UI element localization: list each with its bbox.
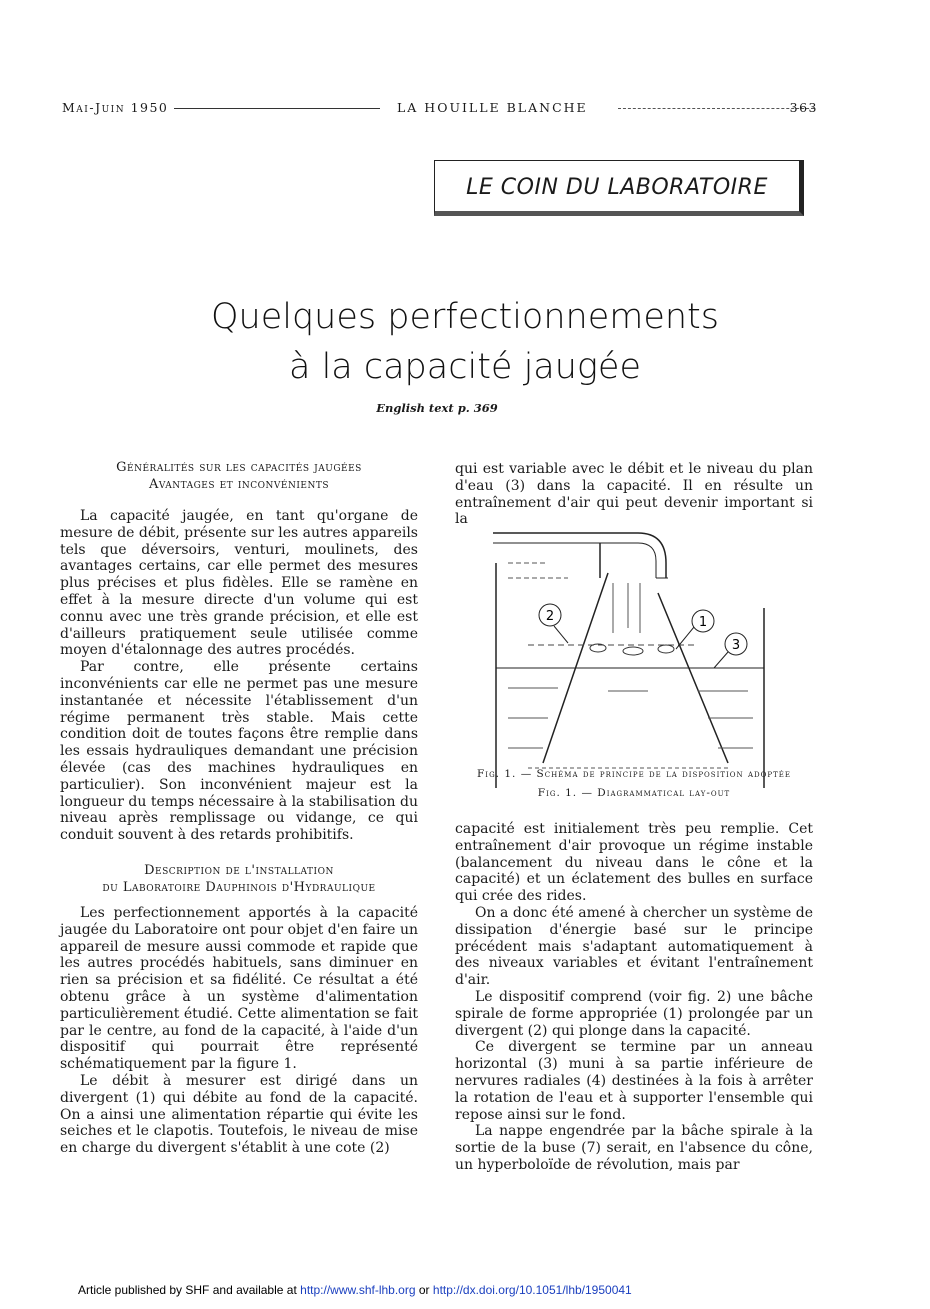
paragraph: Le dispositif comprend (voir fig. 2) une bâche spirale de forme appropriée (1) prolongée par un divergent (2) qui plonge dans la capacité. (455, 988, 813, 1039)
page-number: 363 (789, 100, 818, 115)
section2-heading-line2: du Laboratoire Dauphinois d'Hydraulique (102, 880, 376, 895)
footer-or: or (418, 1283, 430, 1297)
section2-body (60, 905, 418, 1157)
header-rule-right (618, 108, 814, 109)
paragraph: La capacité jaugée, en tant qu'organe de mesure de débit, présente sur les autres appareils tels que déversoirs, venturi, moulinets, des avantages certains, car elle permet des mesures plus précises et plus fidèles. Elle se ramène en effet à la mesure directe d'un volume qui est connu avec une très grande précision, et elle est d'ailleurs pratiquement seule utilisée comme moyen d'étalonnage des autres procédés. (60, 508, 418, 659)
section2-heading (60, 862, 418, 896)
footer-link-shf[interactable]: http://www.shf-lhb.org (300, 1283, 416, 1297)
section1-heading (60, 459, 418, 493)
paragraph: Le débit à mesurer est dirigé dans un divergent (1) qui débite au fond de la capacité. On a ainsi une alimentation répartie qui évite les seiches et le clapotis. Toutefois, le niveau de mise en charge du divergent s'établit à une cote (2) (60, 1072, 418, 1157)
paragraph: Ce divergent se termine par un anneau horizontal (3) muni à sa partie inférieure de nervures radiales (4) destinées à la fois à arrêter la rotation de l'eau et à supporter l'ensemble qui repose ainsi sur le fond. (455, 1039, 813, 1123)
callout-1-label: 1 (698, 615, 708, 630)
paragraph: qui est variable avec le débit et le niveau du plan d'eau (3) dans la capacité. Il en résulte un entraînement d'air qui peut devenir important si la (455, 461, 813, 528)
section1-heading-line2: Avantages et inconvénients (148, 477, 330, 492)
feed-pipe-top (493, 533, 666, 578)
paragraph: Les perfectionnement apportés à la capacité jaugée du Laboratoire ont pour objet d'en faire un appareil de mesure aussi commode et rapide que les autres procédés habituels, sans diminuer en rien sa précision et sa fidélité. Ce résultat a été obtenu grâce à un système d'alimentation particulièrement étudié. Cette alimentation se fait par le centre, au fond de la capacité, à l'aide d'un dispositif qui pourrait être représenté schématiquement par la figure 1. (60, 905, 418, 1073)
figure-caption-fr: Fig. 1. — Schéma de principe de la disposition adoptée (477, 768, 791, 780)
paragraph: capacité est initialement très peu remplie. Cet entraînement d'air provoque un régime instable (balancement du niveau dans le cône et la capacité) et un éclatement des bulles en surface qui crée des rides. (455, 821, 813, 905)
paragraph: On a donc été amené à chercher un système de dissipation d'énergie basé sur le principe précédent mais s'adaptant automatiquement à des niveaux variables et évitant l'entraînement d'air. (455, 904, 813, 989)
right-column-top (455, 461, 813, 528)
english-text-note: English text p. 369 (376, 401, 498, 415)
callout-2-label: 2 (545, 609, 555, 624)
title-line-2: à la capacité jaugée (289, 347, 641, 387)
footer-text: Article published by SHF and available at (78, 1283, 297, 1297)
figure-1-diagram (488, 523, 788, 793)
figure-caption-en: Fig. 1. — Diagrammatical lay-out (537, 787, 731, 799)
callout-3-label: 3 (731, 638, 741, 653)
issue-date: Mai-Juin 1950 (62, 100, 169, 115)
footer-notice (78, 1283, 632, 1297)
header-rule-left (174, 108, 380, 109)
paragraph: La nappe engendrée par la bâche spirale à la sortie de la buse (7) serait, en l'absence du cône, un hyperboloïde de révolution, mais par (455, 1123, 813, 1173)
section1-body (60, 508, 418, 844)
footer-link-doi[interactable]: http://dx.doi.org/10.1051/lhb/1950041 (432, 1283, 632, 1297)
feed-pipe-inner (493, 543, 656, 578)
right-column-body (455, 821, 813, 1174)
title-line-1: Quelques perfectionnements (210, 297, 720, 337)
paragraph: Par contre, elle présente certains inconvénients car elle ne permet pas une mesure instantanée et nécessite l'établissement d'un régime permanent très stable. Mais cette condition doit de toutes façons être remplie dans les essais hydrauliques demandant une précision élevée (cas des machines hydrauliques en particulier). Son inconvénient majeur est la longueur du temps nécessaire à la stabilisation du niveau après remplissage ou vidange, ce qui conduit souvent à des retards prohibitifs. (60, 659, 418, 844)
section-box-title: LE COIN DU LABORATOIRE (434, 160, 804, 216)
section1-heading-line1: Généralités sur les capacités jaugées (116, 460, 362, 475)
section2-heading-line1: Description de l'installation (144, 863, 334, 878)
running-header (62, 100, 818, 118)
journal-name: LA HOUILLE BLANCHE (397, 100, 588, 115)
article-title (0, 292, 930, 392)
